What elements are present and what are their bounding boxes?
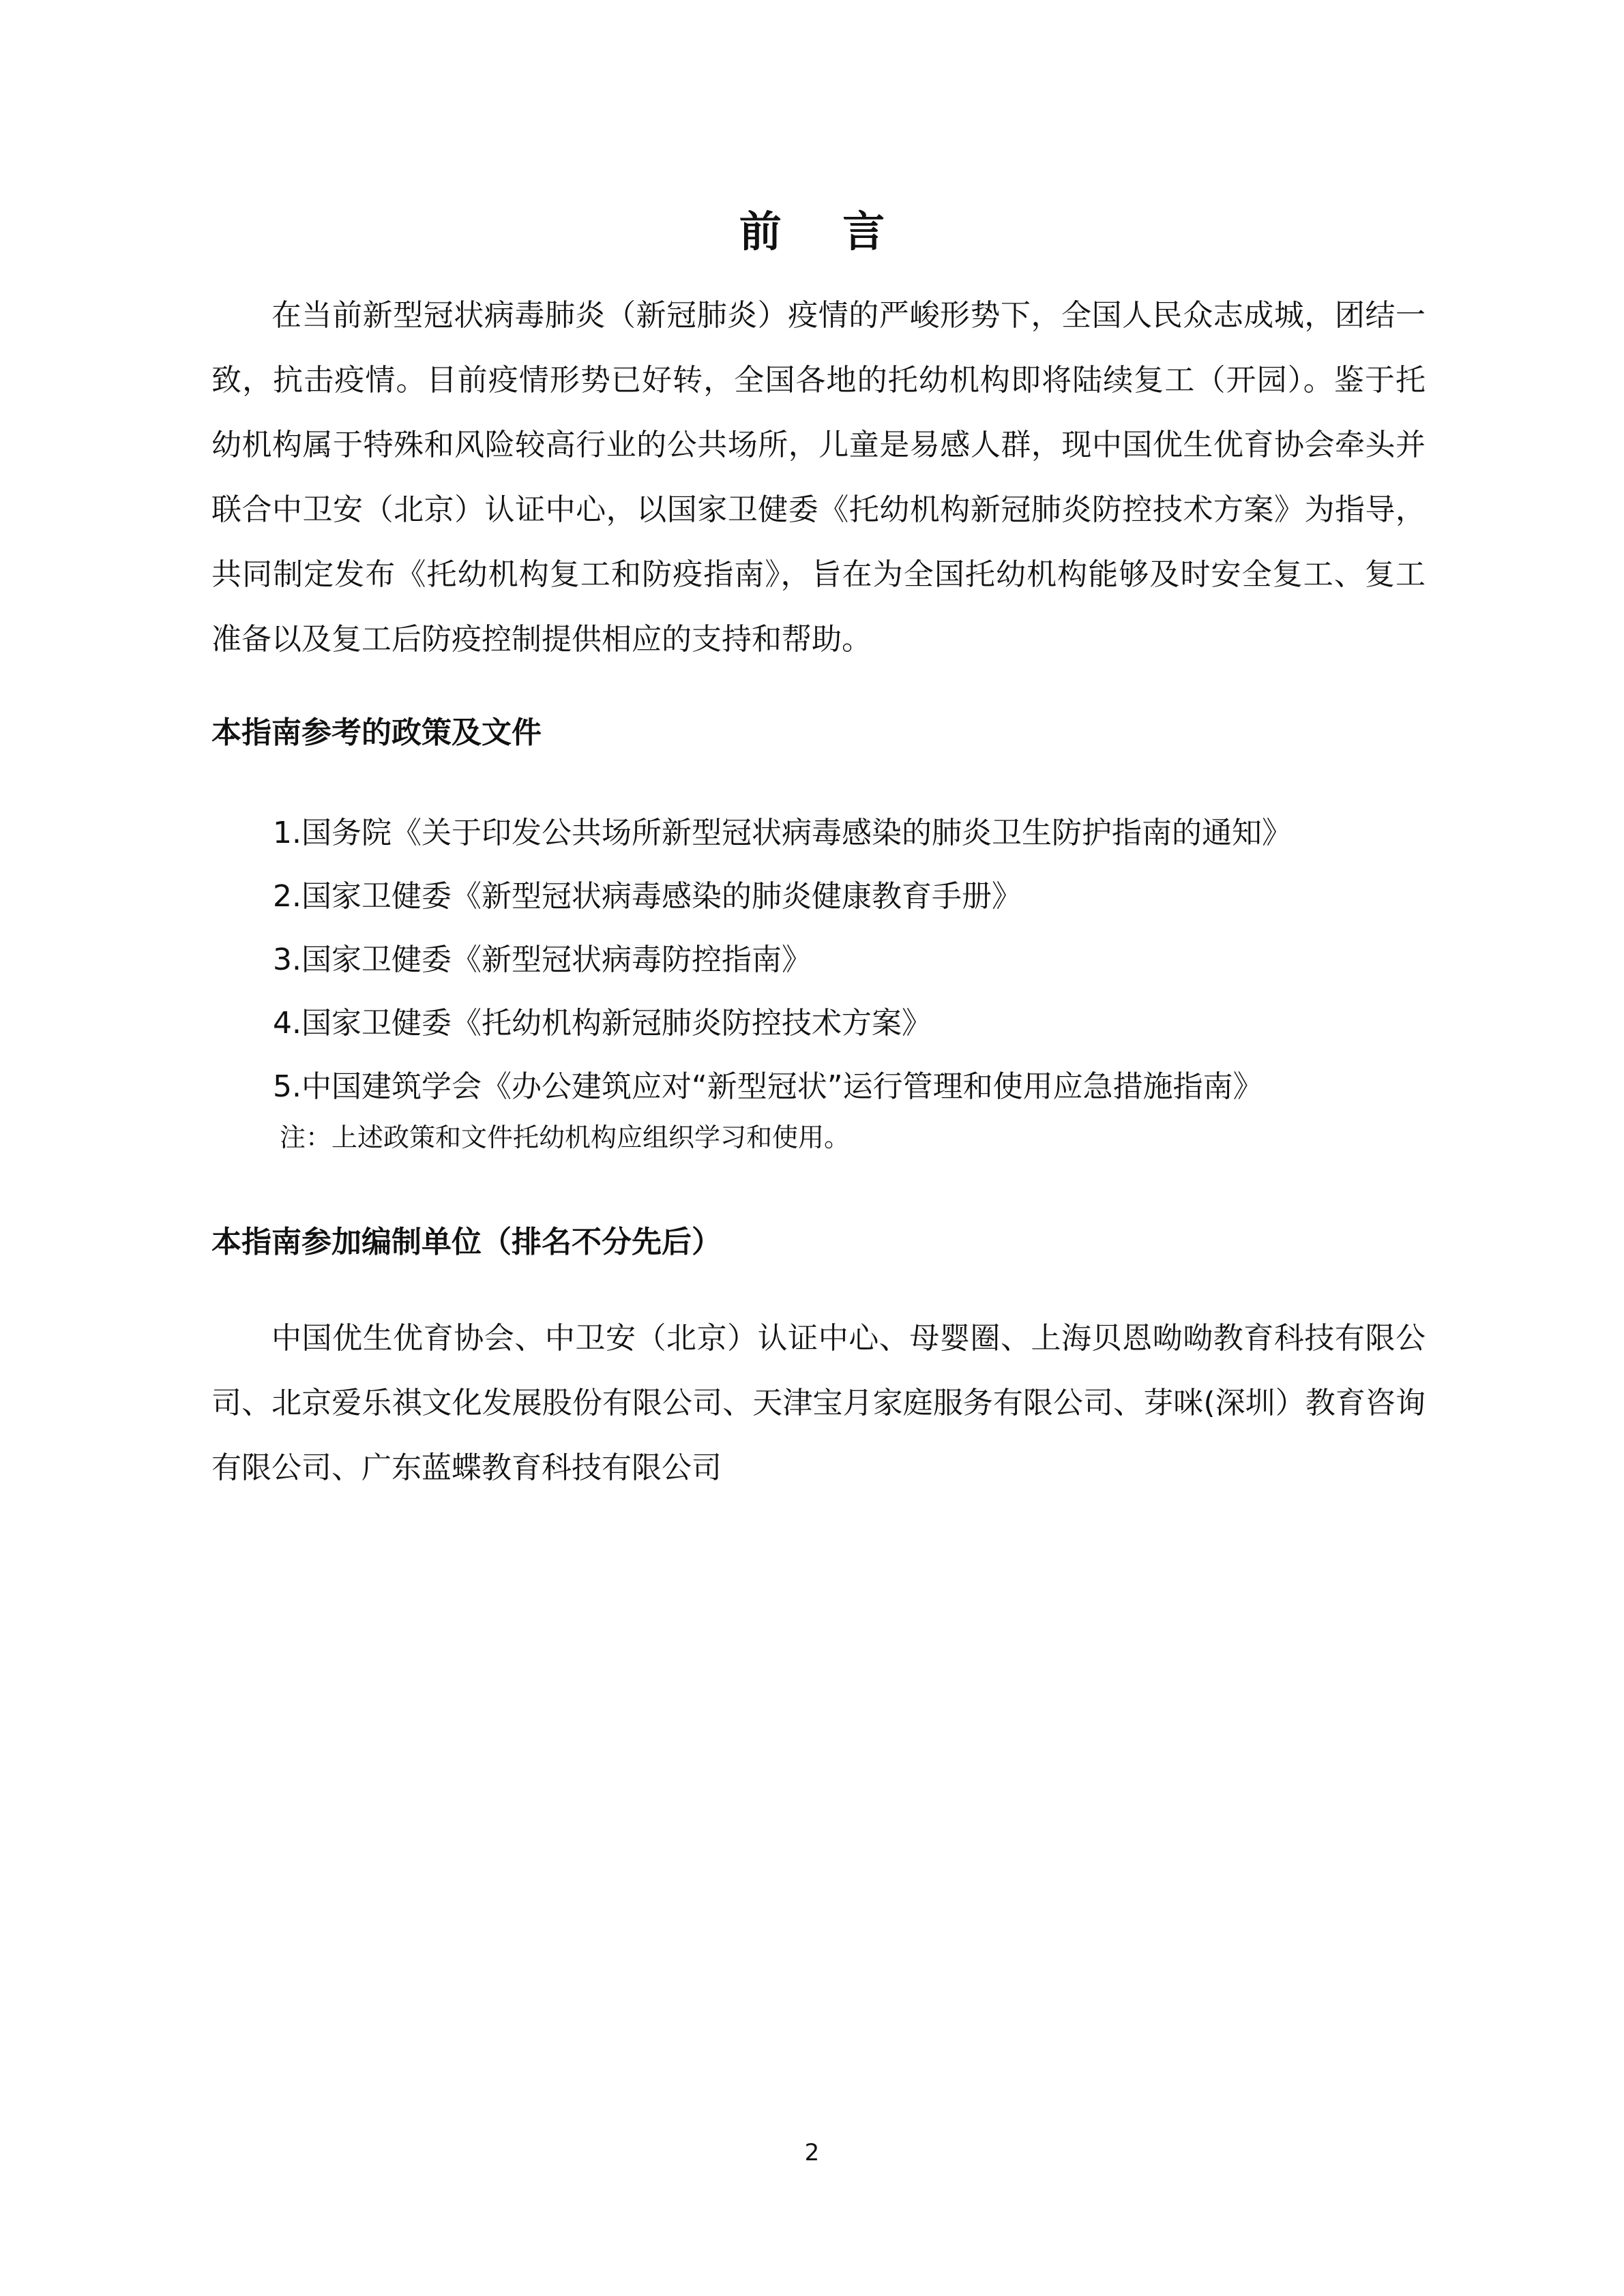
page-number: 2 xyxy=(804,2139,820,2166)
reference-item-2: 2.国家卫健委《新型冠状病毒感染的肺炎健康教育手册》 xyxy=(273,879,1022,914)
references-note: 注：上述政策和文件托幼机构应组织学习和使用。 xyxy=(280,1122,851,1152)
contributors-heading: 本指南参加编制单位（排名不分先后） xyxy=(211,1225,722,1259)
references-heading: 本指南参考的政策及文件 xyxy=(211,715,542,750)
page-title: 前 言 xyxy=(739,207,909,256)
reference-item-4: 4.国家卫健委《托幼机构新冠肺炎防控技术方案》 xyxy=(273,1006,932,1041)
reference-item-5: 5.中国建筑学会《办公建筑应对“新型冠状”运行管理和使用应急措施指南》 xyxy=(273,1069,1263,1104)
reference-item-1: 1.国务院《关于印发公共场所新型冠状病毒感染的肺炎卫生防护指南的通知》 xyxy=(273,816,1292,850)
reference-item-3: 3.国家卫健委《新型冠状病毒防控指南》 xyxy=(273,942,812,977)
intro-paragraph: 在当前新型冠状病毒肺炎（新冠肺炎）疫情的严峻形势下，全国人民众志成城，团结一致，抗击疫情。目前疫情形势已好转，全国各地的托幼机构即将陆续复工（开园）。鉴于托幼机构属于特殊和风险较高行业的公共场所，儿童是易感人群，现中国优生优育协会牵头并联合中卫安（北京）认证中心，以国家卫健委《托幼机构新冠肺炎防控技术方案》为指导，共同制定发布《托幼机构复工和防疫指南》，旨在为全国托幼机构能够及时安全复工、复工准备以及复工后防疫控制提供相应的支持和帮助。 xyxy=(211,298,1426,657)
contributors-paragraph: 中国优生优育协会、中卫安（北京）认证中心、母婴圈、上海贝恩呦呦教育科技有限公司、北京爱乐祺文化发展股份有限公司、天津宝月家庭服务有限公司、芽咪(深圳）教育咨询有限公司、广东蓝蝶教育科技有限公司 xyxy=(211,1321,1426,1485)
references-list xyxy=(273,801,1292,1118)
